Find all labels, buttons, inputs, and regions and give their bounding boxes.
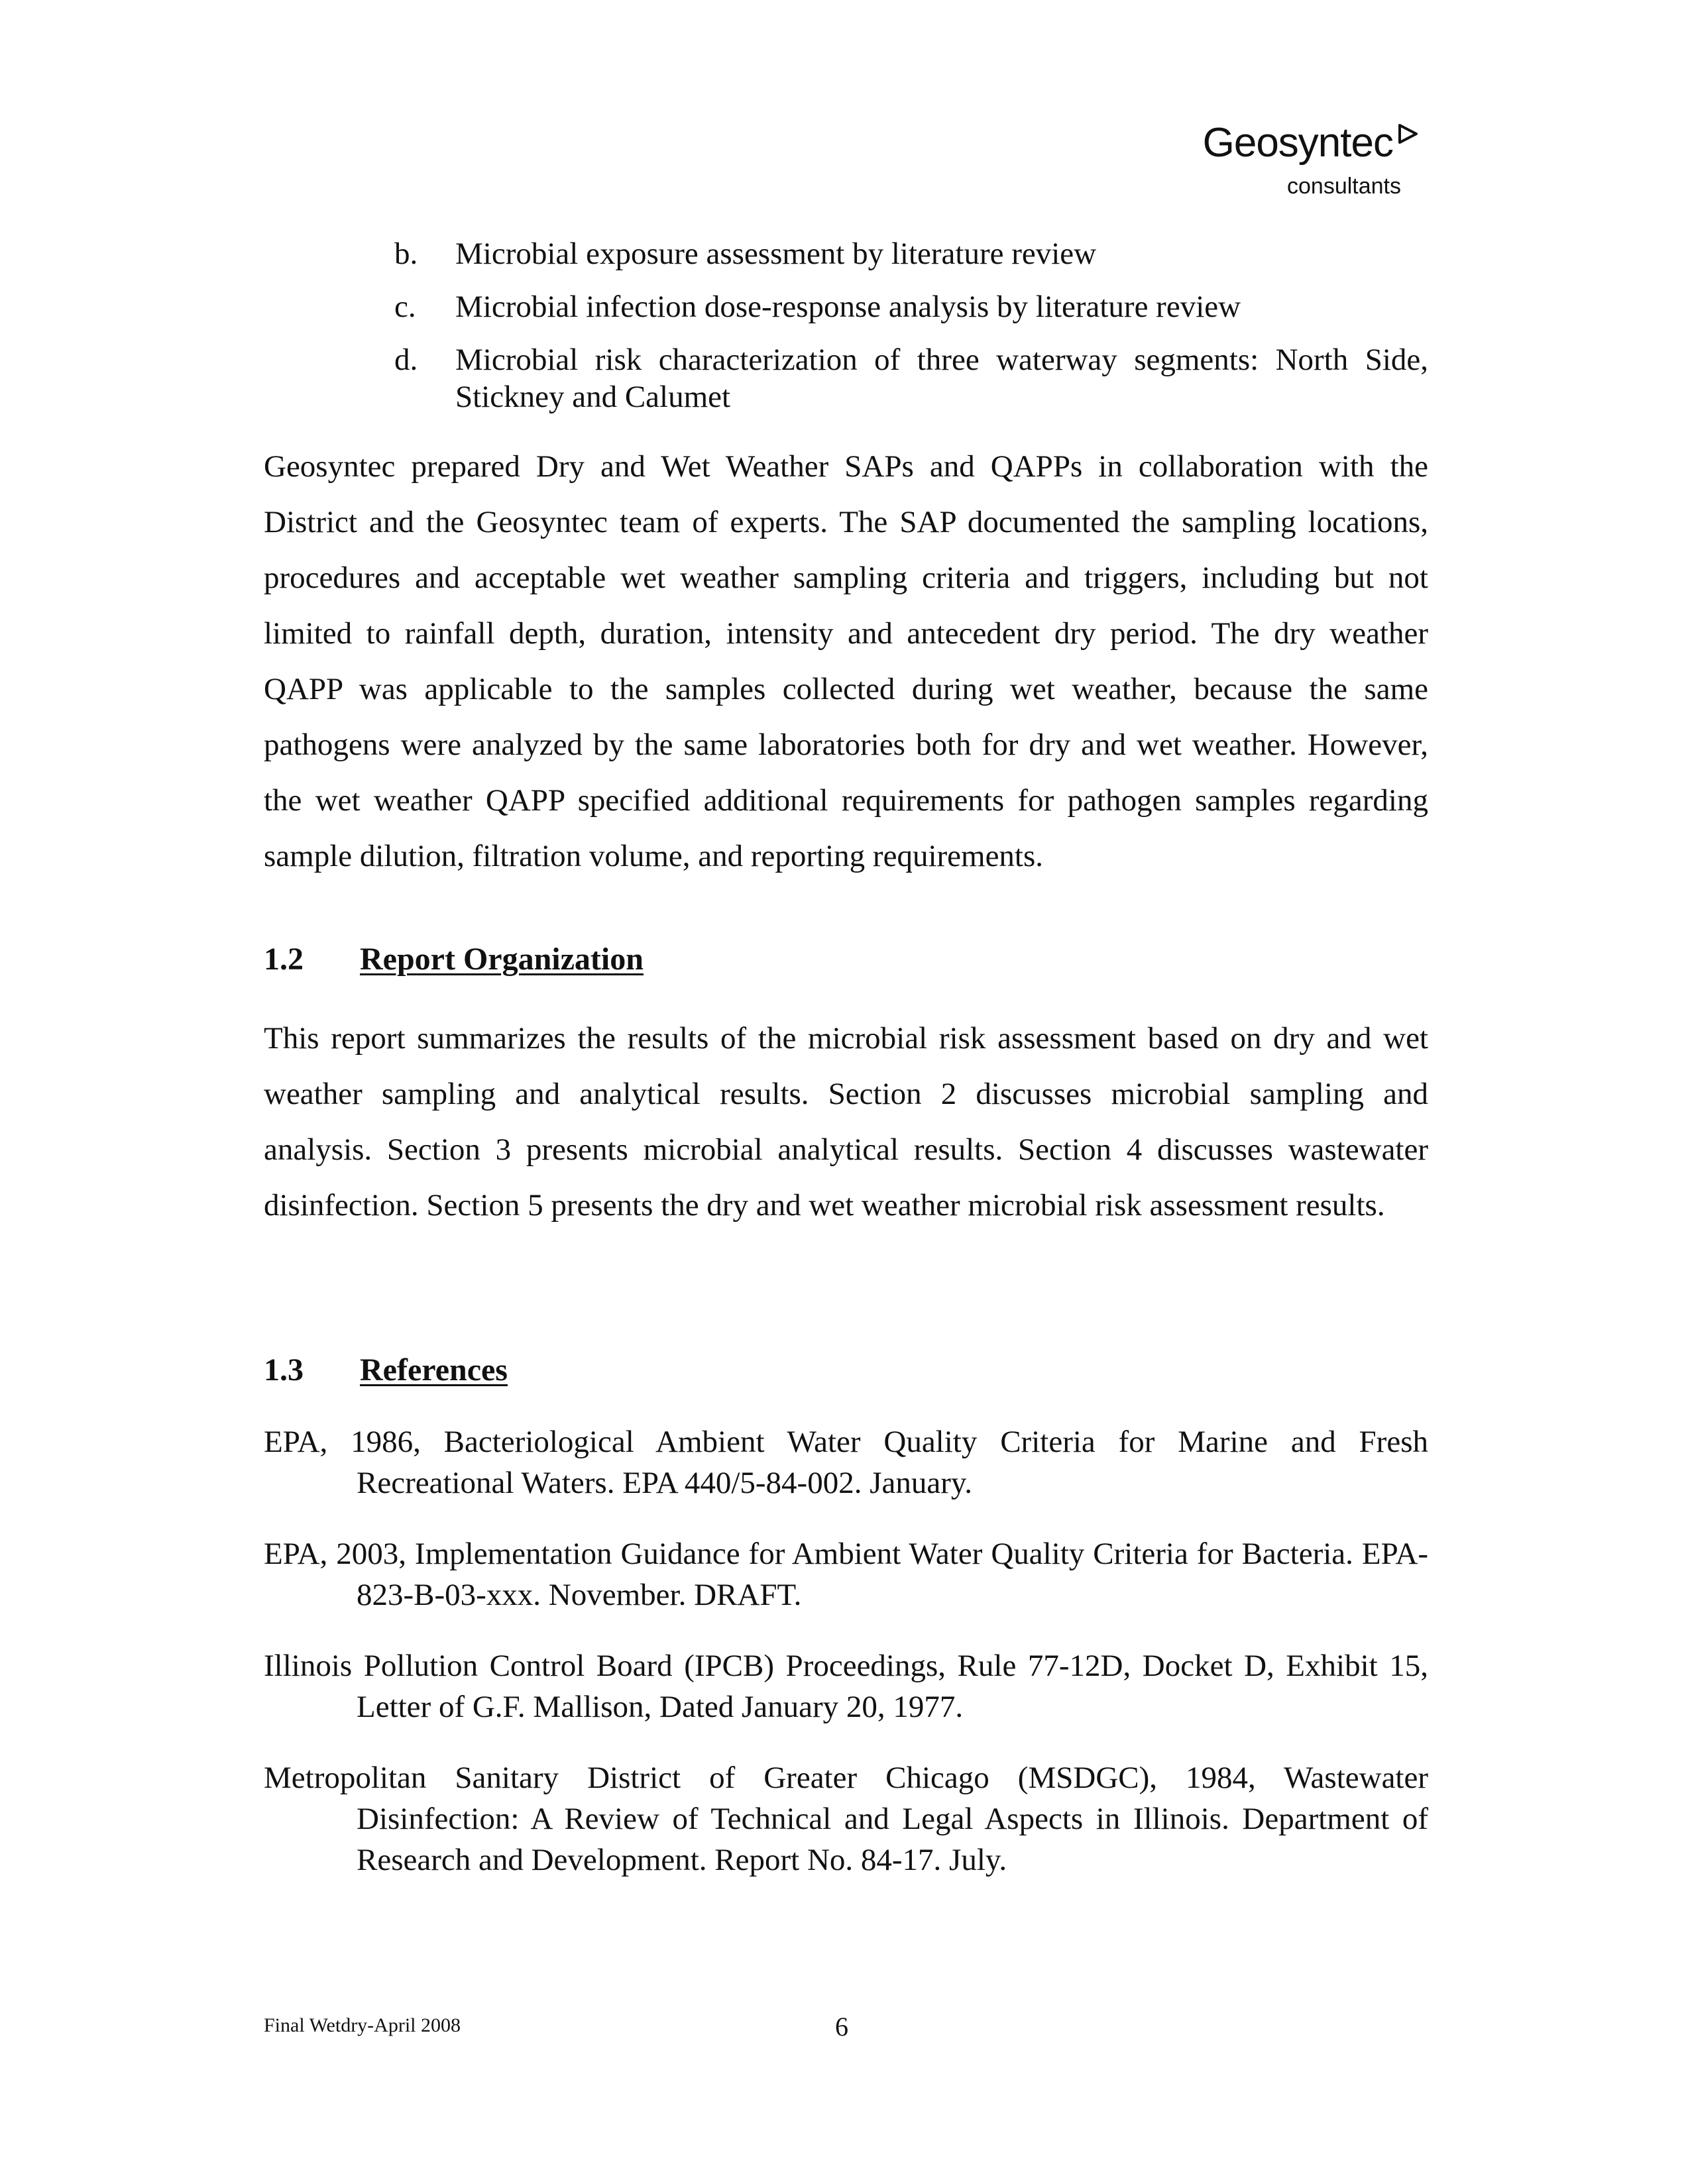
page-number: 6 xyxy=(835,2012,848,2042)
list-marker: c. xyxy=(394,290,416,324)
list-marker: d. xyxy=(394,343,418,377)
body-paragraph: Geosyntec prepared Dry and Wet Weather SAPs and QAPPs in collaboration with the District and the Geosyntec team of experts. The SAP documented the sampling locations, procedures and acceptable wet weather sampling criteria and triggers, including but not limited to rainfall depth, duration, intensity and antecedent dry period. The dry weather QAPP was applicable to the samples collected during wet weather, because the same pathogens were analyzed by the same laboratories both for dry and wet weather. However, the wet weather QAPP specified additional requirements for pathogen samples regarding sample dilution, filtration volume, and reporting requirements. xyxy=(264,449,1428,873)
list-text: Microbial exposure assessment by literature review xyxy=(455,237,1097,271)
reference-entry: Illinois Pollution Control Board (IPCB) Proceedings, Rule 77-12D, Docket D, Exhibit 15, Letter of G.F. Mallison, Dated January 20, 1977. xyxy=(264,1649,1428,1724)
section-heading xyxy=(264,1352,508,1388)
section-number: 1.3 xyxy=(264,1352,304,1388)
section-number: 1.2 xyxy=(264,942,304,977)
list-text: Microbial risk characterization of three waterway segments: North Side, Stickney and Calumet xyxy=(455,343,1428,414)
task-list xyxy=(394,235,1428,431)
section-title: References xyxy=(360,1352,508,1388)
reference-list xyxy=(264,1421,1428,1910)
reference-entry: Metropolitan Sanitary District of Greater Chicago (MSDGC), 1984, Wastewater Disinfection: A Review of Technical and Legal Aspects in Illinois. Department of Research and Development. Report No. 84-17. July. xyxy=(264,1761,1428,1877)
section-title: Report Organization xyxy=(360,942,644,977)
logo-triangle-icon xyxy=(1397,123,1418,144)
footer-document-id: Final Wetdry-April 2008 xyxy=(264,2014,461,2036)
logo-name: Geosyntec xyxy=(1202,120,1393,166)
reference-entry: EPA, 2003, Implementation Guidance for Ambient Water Quality Criteria for Bacteria. EPA-823-B-03-xxx. November. DRAFT. xyxy=(264,1537,1428,1612)
list-item xyxy=(394,235,1428,272)
list-marker: b. xyxy=(394,237,418,271)
body-paragraph: This report summarizes the results of the microbial risk assessment based on dry and wet weather sampling and analytical results. Section 2 discusses microbial sampling and analysis. Section 3 presents microbial analytical results. Section 4 discusses wastewater disinfection. Section 5 presents the dry and wet weather microbial risk assessment results. xyxy=(264,1021,1428,1223)
list-item xyxy=(394,341,1428,415)
logo-subtitle: consultants xyxy=(1287,174,1401,199)
list-item xyxy=(394,288,1428,325)
company-logo xyxy=(1193,119,1418,212)
list-text: Microbial infection dose-response analysis by literature review xyxy=(455,290,1241,324)
reference-entry: EPA, 1986, Bacteriological Ambient Water Quality Criteria for Marine and Fresh Recreational Waters. EPA 440/5-84-002. January. xyxy=(264,1425,1428,1500)
section-heading xyxy=(264,941,644,977)
